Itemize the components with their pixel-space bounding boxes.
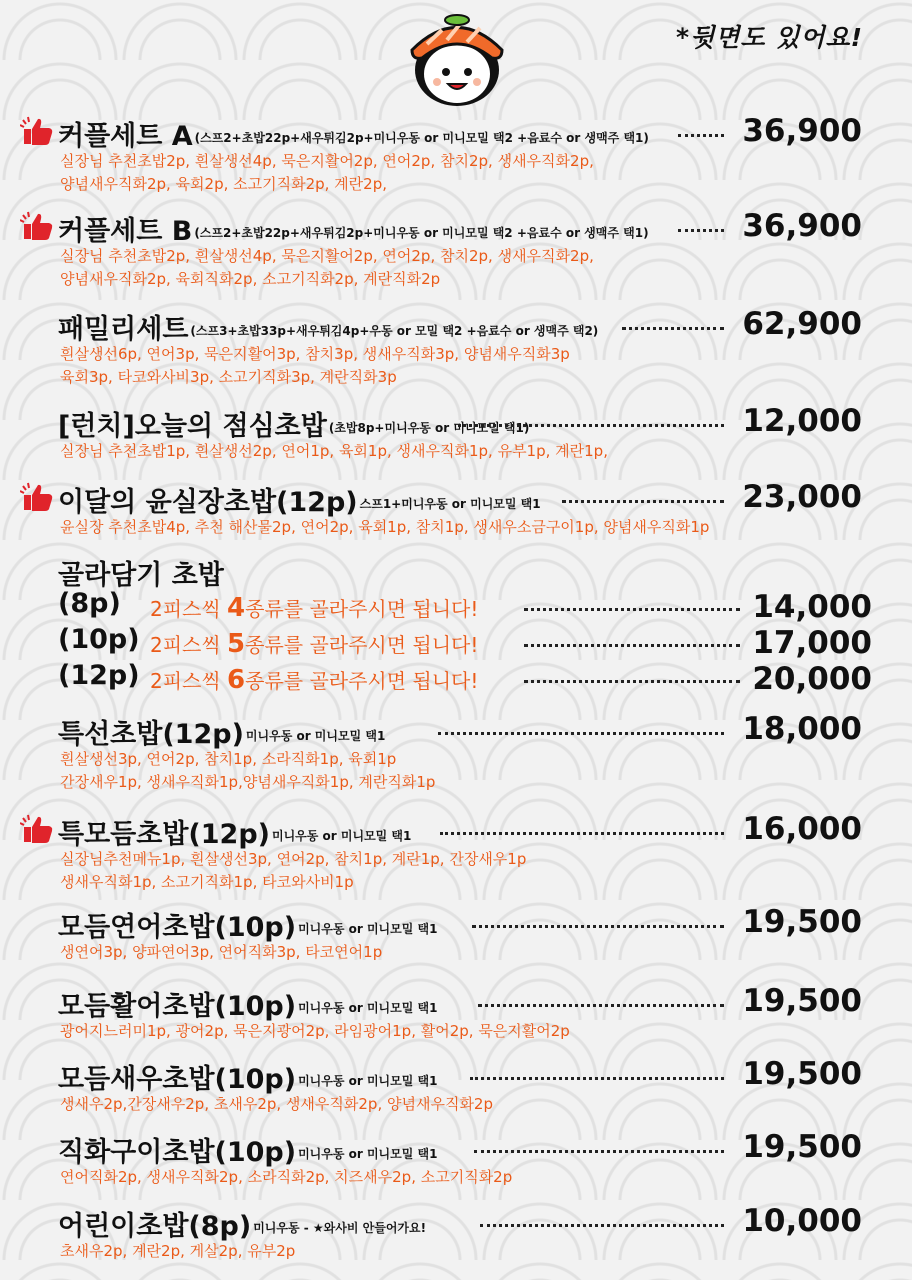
leader-dots bbox=[678, 134, 724, 137]
menu-item-header bbox=[20, 112, 872, 150]
leader-dots bbox=[622, 327, 724, 330]
thumbs-up-icon bbox=[20, 116, 54, 146]
leader-dots bbox=[478, 1004, 724, 1007]
pick-instruction-pre: 2피스씩 bbox=[150, 669, 228, 693]
pick-instruction-pre: 2피스씩 bbox=[150, 633, 228, 657]
menu-item-description: 흰살생선3p, 연어2p, 참치1p, 소라직화1p, 육회1p bbox=[60, 750, 397, 768]
menu-item bbox=[20, 982, 872, 1043]
menu-item bbox=[20, 402, 872, 463]
menu-item-header bbox=[20, 402, 872, 440]
menu-item-price: 16,000 bbox=[742, 811, 862, 847]
pick-size-label: (12p) bbox=[58, 660, 140, 691]
pick-price: 14,000 bbox=[752, 589, 872, 625]
menu-item-description: 실장님 추천초밥2p, 흰살생선4p, 묵은지활어2p, 연어2p, 참치2p, 생새우직화2p, bbox=[60, 247, 594, 265]
pick-kind-count: 6 bbox=[227, 665, 246, 695]
menu-item-subtitle: 미니우동 or 미니모밀 택1 bbox=[272, 829, 412, 843]
menu-item-title-text: 패밀리세트 bbox=[58, 314, 189, 345]
menu-item bbox=[20, 112, 872, 196]
menu-item-description: 윤실장 추천초밥4p, 추천 해산물2p, 연어2p, 육회1p, 참치1p, 생새우소금구이1p, 양념새우직화1p bbox=[60, 518, 710, 536]
menu-item bbox=[20, 903, 872, 964]
menu-item-name bbox=[58, 812, 411, 851]
menu-item-description: 실장님추천메뉴1p, 흰살생선3p, 연어2p, 참치1p, 계란1p, 간장새우1p bbox=[60, 850, 527, 868]
menu-item-subtitle: 미니우동 or 미니모밀 택1 bbox=[245, 729, 386, 743]
menu-item-header bbox=[20, 903, 872, 941]
menu-item-description: 실장님 추천초밥2p, 흰살생선4p, 묵은지활어2p, 연어2p, 참치2p, 생새우직화2p, bbox=[60, 152, 594, 170]
menu-item-name bbox=[58, 984, 437, 1023]
menu-item-name bbox=[58, 1057, 437, 1096]
menu-item-description: 광어지느러미1p, 광어2p, 묵은지광어2p, 라임광어1p, 활어2p, 묵은지활어2p bbox=[60, 1022, 570, 1040]
pick-instruction bbox=[150, 665, 478, 695]
menu-item-title-text: 모듬새우초밥(10p) bbox=[58, 1064, 297, 1095]
menu-item-price: 36,900 bbox=[742, 208, 862, 244]
leader-dots bbox=[678, 229, 724, 232]
menu-item-title-text: 커플세트 B bbox=[58, 216, 193, 247]
menu-item-description: 연어직화2p, 생새우직화2p, 소라직화2p, 치즈새우2p, 소고기직화2p bbox=[60, 1168, 513, 1186]
menu-item-header bbox=[20, 1202, 872, 1240]
menu-item-header bbox=[20, 810, 872, 848]
menu-item-subtitle: 스프1+미니우동 or 미니모밀 택1 bbox=[359, 497, 541, 511]
menu-item-title-text: 직화구이초밥(10p) bbox=[58, 1137, 297, 1168]
menu-item bbox=[20, 1055, 872, 1116]
menu-item-price: 19,500 bbox=[742, 904, 862, 940]
menu-item-title-text: 어린이초밥(8p) bbox=[58, 1211, 252, 1242]
pick-sushi-row bbox=[58, 660, 872, 696]
back-side-note: *뒷면도 있어요! bbox=[676, 23, 864, 52]
leader-dots bbox=[438, 732, 724, 735]
pick-instruction-post: 종류를 골라주시면 됩니다! bbox=[245, 633, 479, 657]
pick-instruction bbox=[150, 593, 478, 623]
pick-kind-count: 4 bbox=[227, 593, 246, 623]
menu-item-title-text: 특모듬초밥(12p) bbox=[58, 819, 270, 850]
pick-price: 20,000 bbox=[752, 661, 872, 697]
pick-instruction-pre: 2피스씩 bbox=[150, 597, 228, 621]
menu-item-name bbox=[58, 712, 385, 751]
pick-instruction-post: 종류를 골라주시면 됩니다! bbox=[245, 597, 479, 621]
menu-item-subtitle: 미니우동 - ★와사비 안들어가요! bbox=[253, 1221, 427, 1235]
menu-item-description: 생새우직화1p, 소고기직화1p, 타코와사비1p bbox=[60, 873, 354, 891]
menu-item-subtitle: 미니우동 or 미니모밀 택1 bbox=[298, 1074, 438, 1088]
menu-item-description: 간장새우1p, 생새우직화1p,양념새우직화1p, 계란직화1p bbox=[60, 773, 436, 791]
pick-sushi-row bbox=[58, 624, 872, 660]
menu-item-title-text: 이달의 윤실장초밥(12p) bbox=[58, 487, 358, 518]
menu-item-subtitle: (스프2+초밥22p+새우튀김2p+미니우동 or 미니모밀 택2 +음료수 or 생맥주 택1) bbox=[194, 226, 649, 240]
menu-item-name bbox=[58, 209, 649, 248]
menu-item-header bbox=[20, 305, 872, 343]
menu-item-header bbox=[20, 207, 872, 245]
menu-item-header bbox=[20, 710, 872, 748]
menu-item bbox=[20, 1202, 872, 1263]
menu-item-price: 62,900 bbox=[742, 306, 862, 342]
menu-item-subtitle: (초밥8p+미니우동 or 미니모밀 택1) bbox=[328, 421, 530, 435]
pick-instruction bbox=[150, 629, 478, 659]
menu-item-price: 18,000 bbox=[742, 711, 862, 747]
menu-item-subtitle: 미니우동 or 미니모밀 택1 bbox=[298, 922, 438, 936]
menu-item-name bbox=[58, 480, 541, 519]
menu-item-price: 19,500 bbox=[742, 1056, 862, 1092]
pick-price: 17,000 bbox=[752, 625, 872, 661]
menu-item-title-text: 모듬연어초밥(10p) bbox=[58, 912, 297, 943]
menu-item-description: 생연어3p, 양파연어3p, 연어직화3p, 타코연어1p bbox=[60, 943, 383, 961]
leader-dots bbox=[474, 1150, 724, 1153]
pick-size-label: (10p) bbox=[58, 624, 140, 655]
leader-dots bbox=[480, 1224, 724, 1227]
menu-item-description: 흰살생선6p, 연어3p, 묵은지활어3p, 참치3p, 생새우직화3p, 양념새우직화3p bbox=[60, 345, 570, 363]
menu-item-header bbox=[20, 982, 872, 1020]
leader-dots bbox=[472, 925, 724, 928]
menu-item-description: 육회3p, 타코와사비3p, 소고기직화3p, 계란직화3p bbox=[60, 368, 397, 386]
menu-item-header bbox=[20, 1055, 872, 1093]
leader-dots bbox=[524, 644, 740, 647]
menu-item bbox=[20, 478, 872, 539]
leader-dots bbox=[524, 680, 740, 683]
menu-item-name bbox=[58, 1204, 426, 1243]
menu-item-description: 생새우2p,간장새우2p, 초새우2p, 생새우직화2p, 양념새우직화2p bbox=[60, 1095, 493, 1113]
menu-item-price: 23,000 bbox=[742, 479, 862, 515]
menu-item-price: 36,900 bbox=[742, 113, 862, 149]
menu-item-title-text: 특선초밥(12p) bbox=[58, 719, 244, 750]
menu-item-title-text: 커플세트 A bbox=[58, 121, 193, 152]
pick-size-label: (8p) bbox=[58, 588, 121, 619]
menu-item-price: 19,500 bbox=[742, 1129, 862, 1165]
menu-item-name bbox=[58, 307, 598, 346]
menu-item-price: 12,000 bbox=[742, 403, 862, 439]
leader-dots bbox=[470, 1077, 724, 1080]
menu-item-subtitle: (스프2+초밥22p+새우튀김2p+미니우동 or 미니모밀 택2 +음료수 or 생맥주 택1) bbox=[194, 131, 649, 145]
pick-instruction-post: 종류를 골라주시면 됩니다! bbox=[245, 669, 479, 693]
menu-item-name bbox=[58, 114, 649, 153]
sushi-mascot-logo bbox=[402, 10, 512, 106]
leader-dots bbox=[562, 500, 724, 503]
leader-dots bbox=[524, 608, 740, 611]
menu-item-subtitle: (스프3+초밥33p+새우튀김4p+우동 or 모밀 택2 +음료수 or 생맥주 택2) bbox=[190, 324, 599, 338]
menu-item-subtitle: 미니우동 or 미니모밀 택1 bbox=[298, 1001, 438, 1015]
menu-item-title-text: [런치]오늘의 점심초밥 bbox=[58, 411, 327, 442]
menu-item-description: 실장님 추천초밥1p, 흰살생선2p, 연어1p, 육회1p, 생새우직화1p, 유부1p, 계란1p, bbox=[60, 442, 608, 460]
thumbs-up-icon bbox=[20, 814, 54, 844]
thumbs-up-icon bbox=[20, 482, 54, 512]
menu-item-description: 양념새우직화2p, 육회직화2p, 소고기직화2p, 계란직화2p bbox=[60, 270, 441, 288]
menu-item-price: 19,500 bbox=[742, 983, 862, 1019]
menu-item bbox=[20, 810, 872, 894]
menu-item-header bbox=[20, 1128, 872, 1166]
menu-item-price: 10,000 bbox=[742, 1203, 862, 1239]
menu-item-subtitle: 미니우동 or 미니모밀 택1 bbox=[298, 1147, 438, 1161]
menu-item-description: 초새우2p, 계란2p, 게살2p, 유부2p bbox=[60, 1242, 296, 1260]
menu-item bbox=[20, 305, 872, 389]
pick-kind-count: 5 bbox=[227, 629, 246, 659]
menu-item-description: 양념새우직화2p, 육회2p, 소고기직화2p, 계란2p, bbox=[60, 175, 387, 193]
menu-item-name bbox=[58, 905, 437, 944]
menu-item-name bbox=[58, 1130, 437, 1169]
menu-item bbox=[20, 710, 872, 794]
menu-item-title-text: 모듬활어초밥(10p) bbox=[58, 991, 297, 1022]
thumbs-up-icon bbox=[20, 211, 54, 241]
menu-item bbox=[20, 207, 872, 291]
leader-dots bbox=[440, 832, 724, 835]
pick-sushi-title: 골라담기 초밥 bbox=[58, 560, 224, 591]
menu-item bbox=[20, 1128, 872, 1189]
pick-sushi-row bbox=[58, 588, 872, 624]
menu-item-header bbox=[20, 478, 872, 516]
leader-dots bbox=[458, 424, 724, 427]
